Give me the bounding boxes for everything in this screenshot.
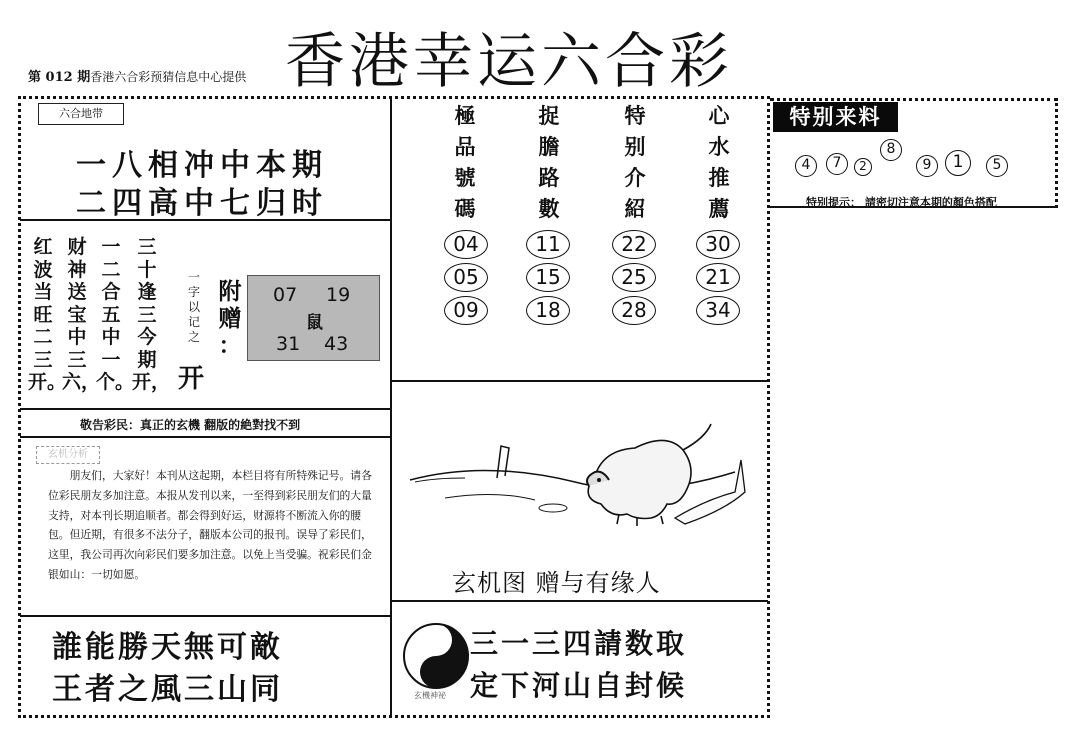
gift-number-box xyxy=(247,275,380,361)
gift-label xyxy=(216,278,244,359)
special-number: 8 xyxy=(880,139,902,161)
special-title: 特别来料 xyxy=(773,102,898,132)
special-number: 5 xyxy=(986,155,1008,177)
gift-number-4: 43 xyxy=(324,333,349,355)
poem-line-1: 三一三四請数取 xyxy=(470,627,688,660)
divider-left-3 xyxy=(20,436,390,438)
yin-yang-icon xyxy=(402,622,470,690)
special-hint: 特别提示： 請密切注意本期的顏色搭配 xyxy=(806,196,997,209)
headline-line-2: 二四高中七归时 xyxy=(76,186,328,221)
special-number: 1 xyxy=(945,150,971,176)
divider-left-4 xyxy=(20,615,390,617)
pick-number: 09 xyxy=(444,296,488,325)
warning-text: 敬告彩民：真正的玄機 翻版的絶對找不到 xyxy=(80,418,301,432)
pick-number: 15 xyxy=(526,263,570,292)
headline-line-1: 一八相冲中本期 xyxy=(76,148,328,183)
divider-left-2 xyxy=(20,408,390,410)
illustration-caption: 玄机图 赠与有缘人 xyxy=(452,569,661,597)
gift-number-2: 19 xyxy=(326,284,351,306)
verse-column-3: 一二合五中一个。 xyxy=(96,236,135,393)
gift-colon: ： xyxy=(218,332,242,359)
open-char: 开 xyxy=(178,364,205,394)
pick-number: 05 xyxy=(444,263,488,292)
pick-number: 25 xyxy=(612,263,656,292)
section-tag: 六合地带 xyxy=(38,103,124,125)
gift-label-text: 附赠 xyxy=(218,278,242,332)
gift-number-3: 31 xyxy=(276,333,301,355)
issue-label xyxy=(28,66,246,85)
gift-number-1: 07 xyxy=(273,284,298,306)
pick-number: 30 xyxy=(696,230,740,259)
issue-source: 香港六合彩预猜信息中心提供 xyxy=(90,70,247,84)
lion-illustration xyxy=(405,420,755,540)
verse-column-4: 三十逢三今期开， xyxy=(132,236,171,393)
poem-line-2: 定下河山自封候 xyxy=(470,669,688,702)
pick-header-4: 心水推薦 xyxy=(708,103,730,221)
motto-line-1: 誰能勝天無可敵 xyxy=(52,630,283,665)
issue-number: 第 012 期 xyxy=(28,70,91,85)
verse-column-2: 财神送宝中三六， xyxy=(62,236,101,393)
pick-number: 11 xyxy=(526,230,570,259)
special-number: 7 xyxy=(826,153,848,175)
pick-number: 28 xyxy=(612,296,656,325)
pick-header-3: 特别介紹 xyxy=(624,103,646,221)
note-vertical: 一字以记之 xyxy=(187,270,200,344)
pick-number: 34 xyxy=(696,296,740,325)
divider-right-2 xyxy=(392,600,768,602)
pick-number: 04 xyxy=(444,230,488,259)
pick-header-1: 極品號碼 xyxy=(454,103,476,221)
divider-vertical xyxy=(390,98,392,718)
gift-animal: 鼠 xyxy=(306,313,323,333)
verse-column-1: 红波当旺二三开。 xyxy=(28,236,67,393)
divider-right-1 xyxy=(392,380,768,382)
pick-number: 21 xyxy=(696,263,740,292)
notice-stamp: 玄机分析 xyxy=(36,446,100,464)
yin-yang-text: 玄機神祕 xyxy=(414,691,446,700)
page-title: 香港幸运六合彩 xyxy=(285,27,733,97)
special-number: 4 xyxy=(795,155,817,177)
notice-paragraph: 朋友们，大家好！本刊从这起期，本栏目将有所特殊记号。请各位彩民朋友多加注意。本报从发刊以来，一至得到彩民朋友们的大量支持，对本刊长期追顺者。都会得到好运，财源将不断流入你的腰包。但近期，有很多不法分子，翻版本公司的报刊。误导了彩民们，这里，我公司再次向彩民们要多加注意。以免上当受骗。祝彩民们金银如山：一切如愿。 xyxy=(48,469,372,581)
pick-number: 22 xyxy=(612,230,656,259)
motto-line-2: 王者之風三山同 xyxy=(52,672,283,707)
special-number: 2 xyxy=(854,158,872,176)
pick-header-2: 捉膽路數 xyxy=(538,103,560,221)
special-number: 9 xyxy=(916,155,938,177)
pick-number: 18 xyxy=(526,296,570,325)
